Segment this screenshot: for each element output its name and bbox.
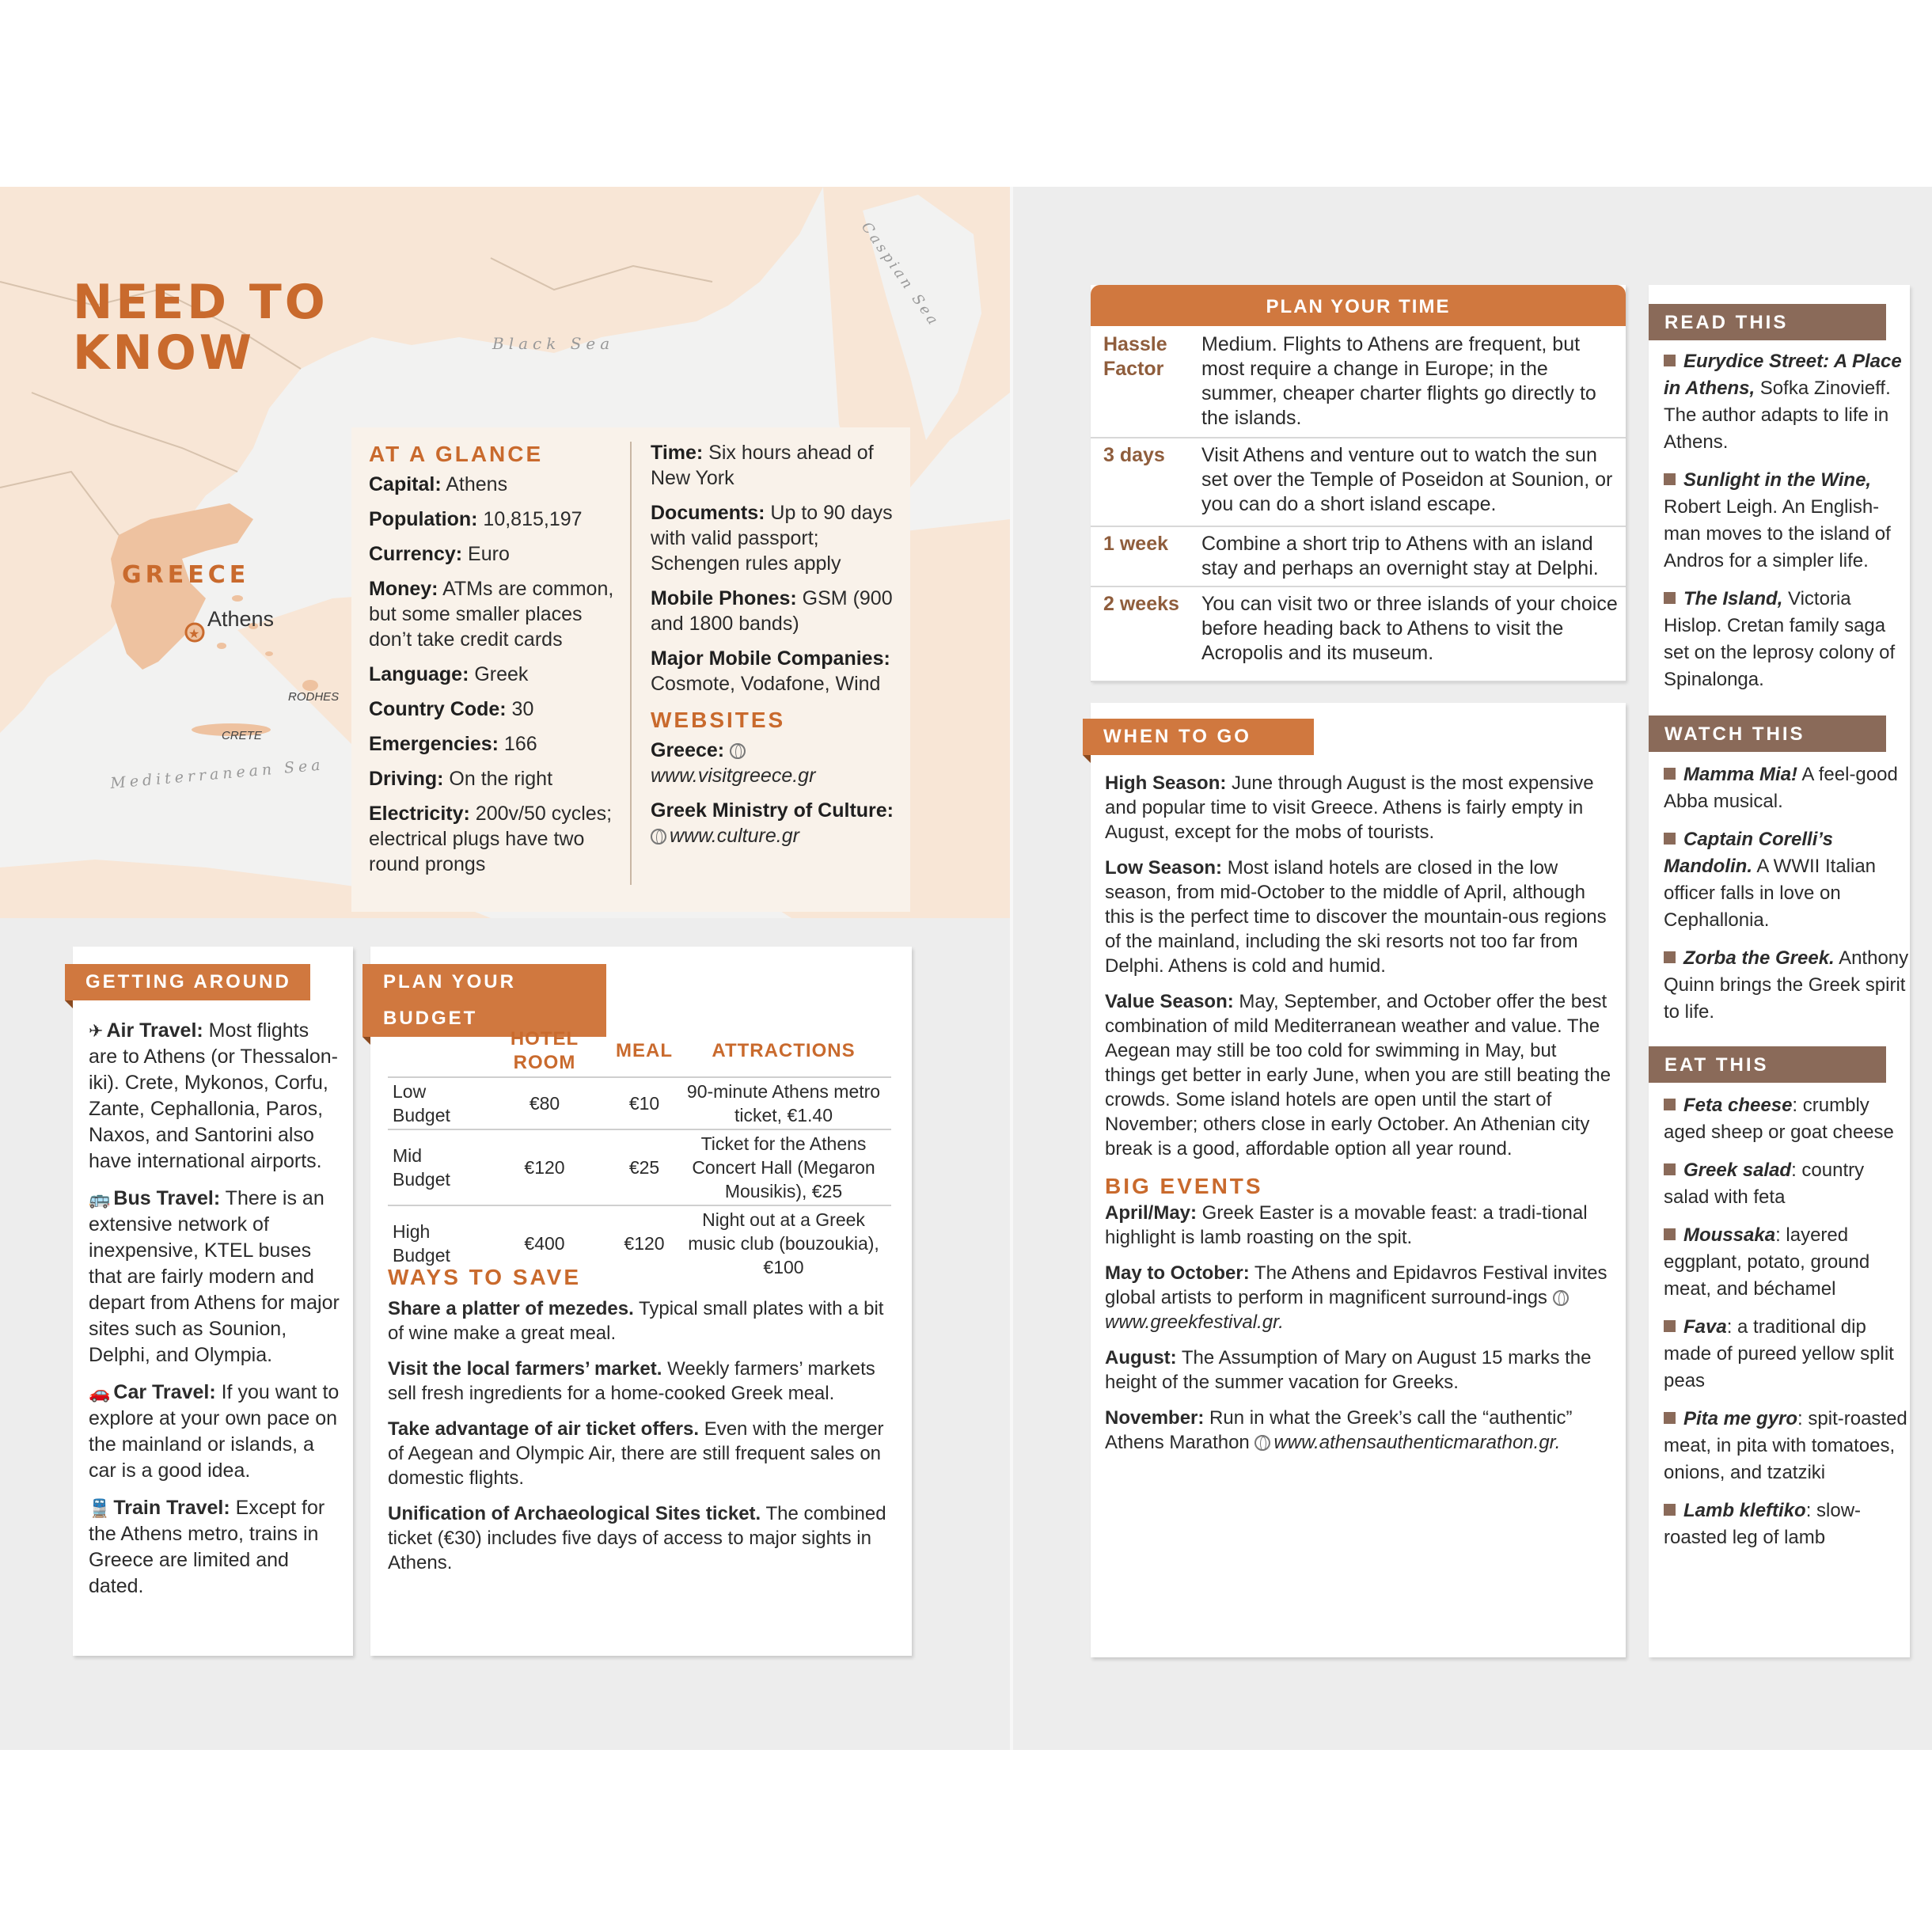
saving-tip-text: The combined ticket (€30) includes five days of access to major sights in Athens.	[388, 1503, 886, 1573]
transport-label: Train Travel:	[113, 1497, 230, 1519]
transport-item	[89, 1495, 342, 1600]
season-label: High Season:	[1105, 772, 1227, 794]
item-title: Captain Corelli’s Mandolin.	[1664, 829, 1833, 877]
plan-time-row	[1091, 326, 1626, 438]
item-text: : a traditional dip made of pureed yellow split peas	[1664, 1316, 1894, 1391]
map-caspian-label: Caspian Sea	[857, 218, 943, 331]
budget-row	[388, 1129, 891, 1205]
fact-label: Money:	[369, 578, 438, 600]
item-text: : slow-roasted leg of lamb	[1664, 1500, 1862, 1548]
bullet-square-icon	[1664, 1228, 1676, 1240]
glance-fact	[651, 500, 902, 576]
event-label: August:	[1105, 1347, 1177, 1368]
eat-this-item	[1664, 1157, 1914, 1211]
fact-value: GSM (900 and 1800 bands)	[651, 587, 893, 635]
event-label: May to October:	[1105, 1262, 1250, 1284]
glance-fact	[651, 646, 902, 697]
glance-fact	[651, 586, 902, 636]
event-text: Run in what the Greek’s call the “authentic” Athens Marathon	[1105, 1407, 1573, 1453]
glance-fact	[369, 507, 622, 532]
title-line-2: KNOW	[73, 325, 255, 381]
plan-time-key: 1 week	[1103, 533, 1169, 555]
fact-label: Country Code:	[369, 698, 507, 720]
budget-column-header: HOTEL ROOM	[510, 1028, 579, 1073]
saving-tip-text: Weekly farmers’ markets sell fresh ingredients for a home-cooked Greek meal.	[388, 1358, 875, 1404]
bullet-square-icon	[1664, 951, 1676, 963]
globe-icon	[1254, 1435, 1270, 1451]
event-item	[1105, 1406, 1611, 1455]
fact-label: Population:	[369, 508, 478, 530]
item-title: Moussaka	[1683, 1224, 1776, 1246]
event-label: November:	[1105, 1407, 1205, 1429]
bullet-square-icon	[1664, 768, 1676, 780]
website-item	[651, 738, 902, 788]
season-item	[1105, 989, 1611, 1161]
event-item	[1105, 1261, 1611, 1334]
saving-tip	[388, 1357, 894, 1406]
eat-this-item	[1664, 1314, 1914, 1395]
transport-text: There is an extensive network of inexpensive, KTEL buses that are fairly modern and depart from Athens for major sites such as Sounion, Delphi, and Olympia.	[89, 1187, 340, 1366]
saving-tip	[388, 1417, 894, 1490]
glance-fact	[651, 440, 902, 491]
saving-tip-label: Visit the local farmers’ market.	[388, 1358, 662, 1380]
fact-value: ATMs are common, but some smaller places don’t take credit cards	[369, 578, 614, 651]
item-text: : crumbly aged sheep or goat cheese	[1664, 1095, 1894, 1143]
website-item	[651, 798, 902, 848]
item-text: Sofka Zinovieff. The author adapts to life in Athens.	[1664, 378, 1891, 453]
eat-this-item	[1664, 1497, 1914, 1551]
glance-fact	[369, 731, 622, 757]
transport-icon: ✈	[89, 1021, 104, 1041]
website-label: Greek Ministry of Culture:	[651, 799, 894, 822]
watch-this-heading: WATCH THIS	[1649, 715, 1886, 752]
bullet-square-icon	[1664, 1099, 1676, 1110]
budget-hotel: €400	[476, 1205, 613, 1281]
page-gutter	[1010, 187, 1013, 1750]
fact-value: Greek	[469, 663, 529, 685]
glance-divider	[630, 442, 632, 885]
ways-to-save-heading: WAYS TO SAVE	[388, 1265, 581, 1289]
websites-heading: WEBSITES	[651, 708, 786, 732]
budget-level: Low Budget	[388, 1077, 476, 1129]
transport-item	[89, 1186, 342, 1368]
read-this-item	[1664, 467, 1914, 575]
plan-time-heading: PLAN YOUR TIME	[1091, 285, 1626, 326]
event-item	[1105, 1346, 1611, 1395]
fact-value: Athens	[441, 473, 508, 495]
item-title: Feta cheese	[1683, 1095, 1793, 1116]
map-rhodes-label: RODHES	[288, 690, 340, 704]
item-title: Greek salad	[1683, 1160, 1792, 1181]
season-text: June through August is the most expensive and popular time to visit Greece. Athens is fairly empty in August, except for the mobs of tourists.	[1105, 772, 1594, 843]
bullet-square-icon	[1664, 355, 1676, 366]
eat-this-heading: EAT THIS	[1649, 1046, 1886, 1083]
watch-this-item	[1664, 761, 1914, 815]
budget-column-header: MEAL	[616, 1040, 673, 1061]
event-text: The Athens and Epidavros Festival invites global artists to perform in magnificent surround-ings	[1105, 1262, 1607, 1308]
bullet-square-icon	[1664, 1412, 1676, 1424]
fact-value: Cosmote, Vodafone, Wind	[651, 673, 881, 695]
budget-meal: €10	[613, 1077, 676, 1129]
events-list	[1105, 1201, 1611, 1455]
fact-value: Euro	[462, 543, 510, 565]
plan-time-key: 2 weeks	[1103, 593, 1179, 615]
item-text: Victoria Hislop. Cretan family saga set on the leprosy colony of Spinalonga.	[1664, 588, 1896, 690]
plan-time-key: Hassle Factor	[1103, 333, 1167, 380]
saving-tip-label: Share a platter of mezedes.	[388, 1298, 634, 1319]
budget-table-header	[388, 1026, 891, 1077]
transport-icon: 🚌	[89, 1189, 111, 1209]
plan-time-row	[1091, 586, 1626, 682]
event-link[interactable]: www.athensauthenticmarathon.gr.	[1273, 1432, 1561, 1453]
at-a-glance-heading: AT A GLANCE	[369, 442, 544, 466]
bullet-square-icon	[1664, 1320, 1676, 1332]
glance-facts-1	[369, 472, 622, 877]
budget-attractions: 90-minute Athens metro ticket, €1.40	[676, 1077, 891, 1129]
item-text: : layered eggplant, potato, ground meat, and béchamel	[1664, 1224, 1870, 1300]
item-title: Pita me gyro	[1683, 1408, 1798, 1429]
bullet-square-icon	[1664, 833, 1676, 845]
glance-fact	[369, 766, 622, 791]
plan-time-value: Combine a short trip to Athens with an island stay and perhaps an overnight stay at Delphi.	[1201, 533, 1599, 579]
transport-text: If you want to explore at your own pace on the mainland or islands, a car is a good idea.	[89, 1381, 340, 1482]
season-text: May, September, and October offer the best combination of mild Mediterranean weather and value. The Aegean may still be too cold for swimming in May, but things get better in early June, when you are still beating the crowds. Some island hotels are open until the start of November; others close in early October. An Athenian city break is a good, affordable option all year round.	[1105, 991, 1611, 1160]
season-text: Most island hotels are closed in the low season, from mid-October to the middle of April, although this is the perfect time to discover the mountain-ous regions of the mainland, including the ski resorts not too far from Delphi. Athens is cold and humid.	[1105, 857, 1607, 977]
map-crete-label: CRETE	[222, 729, 262, 742]
read-this-list	[1664, 348, 1914, 704]
transport-text: Most flights are to Athens (or Thessalon-iki). Crete, Mykonos, Corfu, Zante, Cephallonia, Paros, Naxos, and Santorini also have international airports.	[89, 1019, 338, 1172]
fact-label: Driving:	[369, 768, 444, 790]
map-island	[232, 595, 243, 602]
glance-fact	[369, 472, 622, 497]
watch-this-item	[1664, 826, 1914, 934]
fact-value: Up to 90 days with valid passport; Schengen rules apply	[651, 502, 893, 575]
map-mediterranean-label: Mediterranean Sea	[109, 756, 325, 792]
bullet-square-icon	[1664, 1163, 1676, 1175]
budget-level: Mid Budget	[388, 1129, 476, 1205]
page-title	[73, 275, 328, 381]
season-item	[1105, 771, 1611, 845]
fact-label: Language:	[369, 663, 469, 685]
map-island	[265, 651, 273, 656]
budget-attractions: Night out at a Greek music club (bouzoukia), €100	[676, 1205, 891, 1281]
budget-hotel: €80	[476, 1077, 613, 1129]
glance-column-2	[651, 440, 902, 858]
plan-time-value: You can visit two or three islands of your choice before heading back to Athens to visit the Acropolis and its museum.	[1201, 593, 1618, 664]
fact-label: Time:	[651, 442, 704, 464]
event-link[interactable]: www.greekfestival.gr.	[1105, 1311, 1284, 1333]
season-label: Value Season:	[1105, 991, 1234, 1012]
fact-label: Emergencies:	[369, 733, 499, 755]
globe-icon	[730, 743, 746, 759]
bullet-square-icon	[1664, 1504, 1676, 1516]
glance-fact	[369, 541, 622, 567]
item-title: Mamma Mia!	[1683, 764, 1798, 785]
eat-this-item	[1664, 1092, 1914, 1146]
fact-value: 10,815,197	[477, 508, 583, 530]
item-title: Eurydice Street: A Place in Athens,	[1664, 351, 1902, 399]
map-black-sea-label: Black Sea	[492, 334, 615, 353]
fact-value: 30	[506, 698, 534, 720]
budget-attractions: Ticket for the Athens Concert Hall (Megaron Mousikis), €25	[676, 1129, 891, 1205]
getting-around-card	[73, 947, 353, 1656]
plan-time-value: Medium. Flights to Athens are frequent, but most require a change in Europe; in the summer, cheaper charter flights go directly to the islands.	[1201, 333, 1596, 429]
plan-time-value: Visit Athens and venture out to watch the sun set over the Temple of Poseidon at Sounion, or you can do a short island escape.	[1201, 444, 1613, 515]
globe-icon	[651, 829, 666, 845]
item-text: : spit-roasted meat, in pita with tomatoes, onions, and tzatziki	[1664, 1408, 1907, 1483]
at-a-glance-panel	[351, 427, 910, 912]
fact-label: Capital:	[369, 473, 442, 495]
eat-this-list	[1664, 1092, 1914, 1562]
plan-budget-card	[370, 947, 912, 1656]
transport-item	[89, 1018, 342, 1175]
bullet-square-icon	[1664, 473, 1676, 485]
title-line-1: NEED TO	[73, 275, 328, 330]
read-this-heading: READ THIS	[1649, 304, 1886, 340]
budget-table-body	[388, 1077, 891, 1281]
fact-label: Currency:	[369, 543, 463, 565]
website-link[interactable]: www.culture.gr	[670, 825, 799, 847]
fact-value: Six hours ahead of New York	[651, 442, 874, 489]
plan-budget-heading: PLAN YOUR BUDGET	[362, 964, 606, 1037]
item-title: Zorba the Greek.	[1683, 947, 1835, 969]
watch-this-item	[1664, 945, 1914, 1026]
glance-fact	[369, 576, 622, 652]
transport-icon: 🚆	[89, 1498, 111, 1518]
website-label: Greece:	[651, 739, 725, 761]
transport-label: Air Travel:	[106, 1019, 203, 1042]
glance-fact	[369, 697, 622, 722]
transport-label: Bus Travel:	[113, 1187, 221, 1209]
item-text: A WWII Italian officer falls in love on Cephallonia.	[1664, 856, 1877, 931]
map-island	[217, 643, 226, 649]
fact-label: Mobile Phones:	[651, 587, 797, 609]
budget-meal: €25	[613, 1129, 676, 1205]
eat-this-item	[1664, 1222, 1914, 1303]
item-text: A feel-good Abba musical.	[1664, 764, 1898, 812]
transport-item	[89, 1380, 342, 1484]
item-text: Robert Leigh. An English-man moves to the island of Andros for a simpler life.	[1664, 496, 1891, 571]
event-item	[1105, 1201, 1611, 1250]
getting-around-list	[89, 1018, 342, 1611]
ways-to-save-list	[388, 1296, 894, 1586]
glance-fact	[369, 801, 622, 877]
saving-tip-text: Even with the merger of Aegean and Olympic Air, there are still frequent sales on domestic flights.	[388, 1418, 884, 1489]
budget-meal: €120	[613, 1205, 676, 1281]
budget-column-header	[388, 1026, 476, 1077]
season-list	[1105, 771, 1611, 1161]
item-title: The Island,	[1683, 588, 1783, 609]
saving-tip	[388, 1296, 894, 1346]
glance-fact	[369, 662, 622, 687]
budget-column-header: ATTRACTIONS	[712, 1040, 856, 1061]
plan-time-row	[1091, 526, 1626, 587]
read-this-item	[1664, 586, 1914, 693]
budget-hotel: €120	[476, 1129, 613, 1205]
budget-level: High Budget	[388, 1205, 476, 1281]
when-to-go-card	[1091, 703, 1626, 1657]
budget-table	[388, 1026, 891, 1281]
big-events-heading: BIG EVENTS	[1105, 1174, 1263, 1198]
websites-list	[651, 738, 902, 848]
saving-tip-label: Unification of Archaeological Sites ticket.	[388, 1503, 761, 1524]
when-to-go-heading: WHEN TO GO	[1083, 719, 1314, 755]
map-greece-label: GREECE	[122, 561, 250, 589]
item-title: Fava	[1683, 1316, 1727, 1338]
transport-label: Car Travel:	[113, 1381, 216, 1403]
when-to-go-content	[1105, 771, 1611, 1466]
globe-icon	[1553, 1290, 1569, 1306]
map-athens-label: Athens	[207, 607, 275, 631]
fact-label: Documents:	[651, 502, 765, 524]
map-rhodes	[302, 680, 318, 691]
map-athens-star: ★	[188, 628, 200, 641]
saving-tip-text: Typical small plates with a bit of wine make a great meal.	[388, 1298, 884, 1344]
plan-time-row	[1091, 437, 1626, 527]
saving-tip	[388, 1501, 894, 1575]
fact-value: 200v/50 cycles; electrical plugs have two round prongs	[369, 803, 613, 875]
website-link[interactable]: www.visitgreece.gr	[651, 765, 816, 787]
season-item	[1105, 856, 1611, 978]
getting-around-heading: GETTING AROUND	[65, 964, 310, 1000]
fact-label: Electricity:	[369, 803, 470, 825]
item-text: Anthony Quinn brings the Greek spirit to life.	[1664, 947, 1909, 1023]
bullet-square-icon	[1664, 592, 1676, 604]
event-text: The Assumption of Mary on August 15 marks the height of the summer vacation for Greeks.	[1105, 1347, 1592, 1393]
budget-row	[388, 1077, 891, 1129]
glance-facts-2	[651, 440, 902, 697]
saving-tip-label: Take advantage of air ticket offers.	[388, 1418, 700, 1440]
plan-time-key: 3 days	[1103, 444, 1165, 466]
eat-this-item	[1664, 1406, 1914, 1486]
item-text: : country salad with feta	[1664, 1160, 1865, 1208]
event-label: April/May:	[1105, 1202, 1198, 1224]
item-title: Sunlight in the Wine,	[1683, 469, 1872, 491]
transport-icon: 🚗	[89, 1383, 111, 1403]
season-label: Low Season:	[1105, 857, 1223, 879]
glance-column-1	[369, 440, 622, 886]
item-title: Lamb kleftiko	[1683, 1500, 1806, 1521]
transport-text: Except for the Athens metro, trains in Greece are limited and dated.	[89, 1497, 325, 1597]
fact-value: 166	[498, 733, 537, 755]
read-this-item	[1664, 348, 1914, 456]
event-text: Greek Easter is a movable feast: a tradi-tional highlight is lamb roasting on the spit.	[1105, 1202, 1588, 1248]
fact-label: Major Mobile Companies:	[651, 647, 890, 670]
watch-this-list	[1664, 761, 1914, 1037]
fact-value: On the right	[443, 768, 553, 790]
